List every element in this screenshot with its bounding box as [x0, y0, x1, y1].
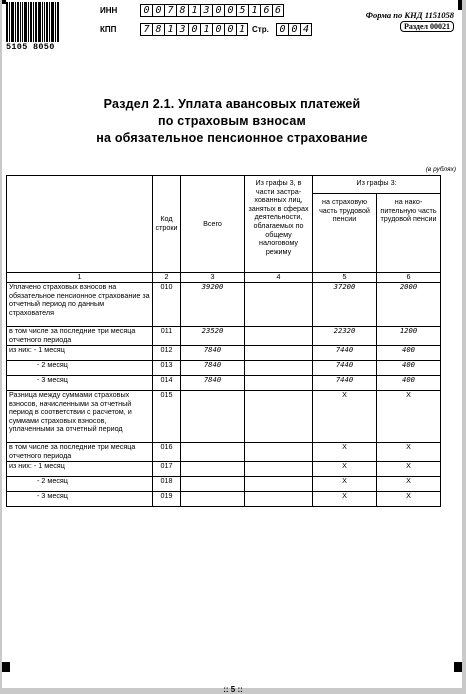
col6-cell: X	[377, 492, 441, 507]
table-row	[7, 327, 441, 346]
table-row	[7, 346, 441, 361]
table-row	[7, 283, 441, 327]
inn-cell: 0	[224, 4, 236, 17]
row-code: 017	[153, 462, 181, 477]
column-number: 3	[181, 273, 245, 283]
col5-cell: X	[313, 477, 377, 492]
row-code: 015	[153, 391, 181, 443]
col4-cell[interactable]	[245, 283, 313, 327]
row-label: - 3 месяц	[7, 492, 153, 507]
header-cell-col5: на страховую часть трудовой пенсии	[313, 194, 377, 273]
col4-cell[interactable]	[245, 462, 313, 477]
row-code: 010	[153, 283, 181, 327]
form-page	[2, 0, 462, 688]
header-cell-col4: Из графы 3, в части застра-хованных лиц, занятых в сферах деятельности, облагаемых по общему налоговому режиму	[245, 176, 313, 273]
kpp-cell: 8	[152, 23, 164, 36]
col4-cell[interactable]	[245, 391, 313, 443]
inn-cell: 1	[188, 4, 200, 17]
table-row	[7, 443, 441, 462]
column-number-row	[7, 273, 441, 283]
col6-cell[interactable]: 400	[377, 361, 441, 376]
kpp-cell: 1	[200, 23, 212, 36]
kpp-cell: 7	[140, 23, 152, 36]
col4-cell[interactable]	[245, 477, 313, 492]
col5-cell[interactable]: 7440	[313, 376, 377, 391]
section-code-badge: Раздел 00021	[400, 21, 454, 32]
row-label: в том числе за последние три месяца отчетного периода	[7, 327, 153, 346]
column-number: 6	[377, 273, 441, 283]
col5-cell[interactable]: 37200	[313, 283, 377, 327]
section-title	[32, 96, 432, 147]
inn-cell: 1	[248, 4, 260, 17]
kpp-field[interactable]	[140, 23, 248, 36]
row-code: 013	[153, 361, 181, 376]
kpp-label: КПП	[100, 25, 117, 34]
table-row	[7, 492, 441, 507]
inn-field[interactable]	[140, 4, 284, 17]
col5-cell[interactable]: 22320	[313, 327, 377, 346]
table-row	[7, 462, 441, 477]
col6-cell: X	[377, 443, 441, 462]
header-cell-group: Из графы 3:	[313, 176, 441, 194]
kpp-cell: 0	[212, 23, 224, 36]
inn-cell: 6	[260, 4, 272, 17]
barcode	[6, 2, 62, 42]
column-number: 4	[245, 273, 313, 283]
row-label: - 3 месяц	[7, 376, 153, 391]
col6-cell[interactable]: 400	[377, 376, 441, 391]
col6-cell: X	[377, 391, 441, 443]
col5-cell: X	[313, 391, 377, 443]
row-code: 016	[153, 443, 181, 462]
col5-cell: X	[313, 443, 377, 462]
header-cell-label	[7, 176, 153, 273]
col4-cell[interactable]	[245, 492, 313, 507]
title-line-2: по страховым взносам	[158, 114, 306, 128]
col4-cell[interactable]	[245, 376, 313, 391]
row-label: - 2 месяц	[7, 477, 153, 492]
kpp-cell: 3	[176, 23, 188, 36]
column-number: 1	[7, 273, 153, 283]
col5-cell: X	[313, 462, 377, 477]
col5-cell[interactable]: 7440	[313, 346, 377, 361]
kpp-cell: 0	[188, 23, 200, 36]
row-label: Уплачено страховых взносов на обязательное пенсионное страхование за отчетный период по данным страхователя	[7, 283, 153, 327]
row-label: из них: - 1 месяц	[7, 346, 153, 361]
col6-cell[interactable]: 1200	[377, 327, 441, 346]
page-cell: 0	[276, 23, 288, 36]
total-cell[interactable]: 7840	[181, 346, 245, 361]
payments-table	[6, 175, 441, 507]
form-code: Форма по КНД 1151058	[365, 10, 454, 20]
kpp-cell: 1	[164, 23, 176, 36]
total-cell[interactable]: 7840	[181, 376, 245, 391]
row-label: в том числе за последние три месяца отчетного периода	[7, 443, 153, 462]
page-number: :: 5 ::	[223, 685, 243, 694]
inn-cell: 6	[272, 4, 284, 17]
table-row	[7, 376, 441, 391]
col6-cell: X	[377, 462, 441, 477]
total-cell[interactable]: 23520	[181, 327, 245, 346]
total-cell[interactable]: 7840	[181, 361, 245, 376]
kpp-cell: 1	[236, 23, 248, 36]
inn-cell: 7	[164, 4, 176, 17]
total-cell[interactable]: 39200	[181, 283, 245, 327]
registration-mark-bottom-left	[2, 662, 10, 672]
units-note: (в рублях)	[425, 166, 456, 173]
inn-cell: 0	[152, 4, 164, 17]
row-label: Разница между суммами страховых взносов, начисленными за отчетный период в соответствии с расчетом, и суммами страховых взносов, уплаченными за отчетный период	[7, 391, 153, 443]
col4-cell[interactable]	[245, 443, 313, 462]
inn-cell: 3	[200, 4, 212, 17]
header-cell-code: Код строки	[153, 176, 181, 273]
table-row	[7, 361, 441, 376]
total-cell[interactable]	[181, 443, 245, 462]
inn-label: ИНН	[100, 6, 118, 15]
header-cell-col6: на нако-пительную часть трудовой пенсии	[377, 194, 441, 273]
row-label: из них: - 1 месяц	[7, 462, 153, 477]
row-code: 019	[153, 492, 181, 507]
col6-cell: X	[377, 477, 441, 492]
page-cell: 0	[288, 23, 300, 36]
col6-cell[interactable]: 400	[377, 346, 441, 361]
row-label: - 2 месяц	[7, 361, 153, 376]
title-line-1: Раздел 2.1. Уплата авансовых платежей	[103, 97, 361, 111]
total-cell[interactable]	[181, 492, 245, 507]
kpp-cell: 0	[224, 23, 236, 36]
column-number: 5	[313, 273, 377, 283]
row-code: 018	[153, 477, 181, 492]
col5-cell[interactable]: 7440	[313, 361, 377, 376]
total-cell[interactable]	[181, 391, 245, 443]
table-row	[7, 391, 441, 443]
col4-cell[interactable]	[245, 327, 313, 346]
inn-cell: 0	[212, 4, 224, 17]
title-line-3: на обязательное пенсионное страхование	[96, 131, 368, 145]
col6-cell[interactable]: 2000	[377, 283, 441, 327]
page-field[interactable]	[276, 23, 312, 36]
header-row-1	[7, 176, 441, 194]
page-label: Стр.	[252, 25, 269, 34]
row-code: 012	[153, 346, 181, 361]
row-code: 011	[153, 327, 181, 346]
col5-cell: X	[313, 492, 377, 507]
inn-cell: 0	[140, 4, 152, 17]
table-row	[7, 477, 441, 492]
barcode-number: 5105 8050	[6, 42, 55, 52]
col4-cell[interactable]	[245, 361, 313, 376]
registration-mark-bottom-right	[454, 662, 462, 672]
col4-cell[interactable]	[245, 346, 313, 361]
inn-cell: 5	[236, 4, 248, 17]
column-number: 2	[153, 273, 181, 283]
inn-cell: 8	[176, 4, 188, 17]
total-cell[interactable]	[181, 477, 245, 492]
header-cell-total: Всего	[181, 176, 245, 273]
total-cell[interactable]	[181, 462, 245, 477]
registration-mark-top-right	[458, 0, 462, 10]
page-cell: 4	[300, 23, 312, 36]
row-code: 014	[153, 376, 181, 391]
